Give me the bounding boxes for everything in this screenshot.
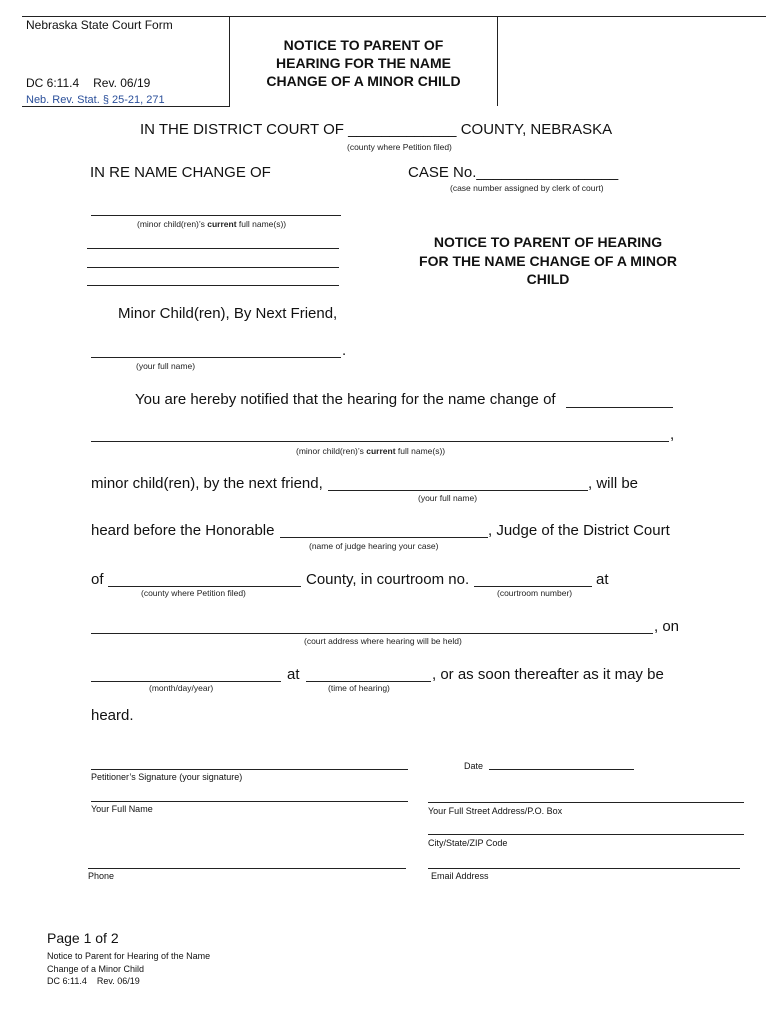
judge-hint: (name of judge hearing your case) xyxy=(309,541,439,551)
signature-date-field[interactable] xyxy=(489,769,634,770)
form-source: Nebraska State Court Form xyxy=(26,18,173,32)
full-name-field[interactable] xyxy=(91,801,408,802)
footer-info: Notice to Parent for Hearing of the Name Change of a Minor Child DC 6:11.4 Rev. 06/19 xyxy=(47,951,211,986)
next-friend-body-hint: (your full name) xyxy=(418,493,478,503)
header-bottom-rule xyxy=(22,106,230,107)
minor-name-inline-field[interactable] xyxy=(566,407,673,408)
county-hint: (county where Petition filed) xyxy=(347,142,452,152)
phone-label: Phone xyxy=(88,871,115,881)
hearing-date-hint: (month/day/year) xyxy=(149,683,214,693)
form-title: NOTICE TO PARENT OF HEARING FOR THE NAME CHANGE OF A MINOR CHILD xyxy=(266,37,461,89)
court-address-field[interactable] xyxy=(91,633,653,634)
next-friend-hint: (your full name) xyxy=(136,361,196,371)
header-top-rule xyxy=(22,16,766,17)
in-re-label: IN RE NAME CHANGE OF xyxy=(90,164,271,181)
at-text-2: at xyxy=(287,666,300,683)
minor-name-field-4[interactable] xyxy=(87,285,339,286)
on-text: , on xyxy=(654,618,680,635)
full-name-label: Your Full Name xyxy=(91,804,153,814)
minor-name-body-hint: (minor child(ren)’s current full name(s)) xyxy=(296,446,446,456)
minor-name-hint: (minor child(ren)’s current full name(s)) xyxy=(137,219,287,229)
case-number: CASE No._________________ xyxy=(408,164,619,181)
at-text: at xyxy=(596,571,609,588)
page-number: Page 1 of 2 xyxy=(47,930,119,946)
notice-title: NOTICE TO PARENT OF HEARING FOR THE NAME CHANGE OF A MINOR CHILD xyxy=(419,234,677,287)
form-number: DC 6:11.4 Rev. 06/19 xyxy=(26,76,151,90)
courtroom-field[interactable] xyxy=(474,586,592,587)
courtroom-hint: (courtroom number) xyxy=(497,588,573,598)
phone-field[interactable] xyxy=(88,868,406,869)
case-number-hint: (case number assigned by clerk of court) xyxy=(450,183,604,193)
next-friend-text: minor child(ren), by the next friend, xyxy=(91,475,323,492)
judge-name-field[interactable] xyxy=(280,537,488,538)
county-body-hint: (county where Petition filed) xyxy=(141,588,246,598)
minor-name-field[interactable] xyxy=(91,215,341,216)
hearing-time-field[interactable] xyxy=(306,681,431,682)
minor-name-body-field[interactable] xyxy=(91,441,669,442)
street-address-field[interactable] xyxy=(428,802,744,803)
will-be-text: , will be xyxy=(588,475,639,492)
statute-link[interactable]: Neb. Rev. Stat. § 25-21, 271 xyxy=(26,94,165,106)
comma: , xyxy=(670,426,675,443)
email-field[interactable] xyxy=(428,868,740,869)
minor-name-field-2[interactable] xyxy=(87,248,339,249)
county-body-field[interactable] xyxy=(108,586,301,587)
header-divider-right xyxy=(497,16,498,106)
hearing-time-hint: (time of hearing) xyxy=(328,683,390,693)
hearing-date-field[interactable] xyxy=(91,681,281,682)
city-state-zip-label: City/State/ZIP Code xyxy=(428,838,508,848)
heard-before-text: heard before the Honorable xyxy=(91,522,275,539)
street-address-label: Your Full Street Address/P.O. Box xyxy=(428,806,563,816)
judge-of-text: , Judge of the District Court xyxy=(488,522,670,539)
date-label: Date xyxy=(464,761,484,771)
minor-name-field-3[interactable] xyxy=(87,267,339,268)
court-heading: IN THE DISTRICT COURT OF _____________ COUNTY, NEBRASKA xyxy=(140,121,613,138)
petitioner-signature-field[interactable] xyxy=(91,769,408,770)
city-state-zip-field[interactable] xyxy=(428,834,744,835)
county-courtroom-text: County, in courtroom no. xyxy=(306,571,470,588)
court-address-hint: (court address where hearing will be held) xyxy=(304,636,462,646)
next-friend-name-field[interactable] xyxy=(91,357,341,358)
next-friend-body-field[interactable] xyxy=(328,490,588,491)
county-field[interactable]: _____________ xyxy=(348,121,457,138)
as-soon-text: , or as soon thereafter as it may be xyxy=(432,666,664,683)
case-number-field[interactable]: _________________ xyxy=(476,164,619,181)
notice-line-1: You are hereby notified that the hearing for the name change of xyxy=(135,391,556,408)
email-label: Email Address xyxy=(431,871,489,881)
by-next-friend-label: Minor Child(ren), By Next Friend, xyxy=(118,305,338,322)
period: . xyxy=(342,342,347,359)
heard-text: heard. xyxy=(91,707,134,724)
of-text: of xyxy=(91,571,104,588)
petitioner-signature-label: Petitioner’s Signature (your signature) xyxy=(91,772,243,782)
